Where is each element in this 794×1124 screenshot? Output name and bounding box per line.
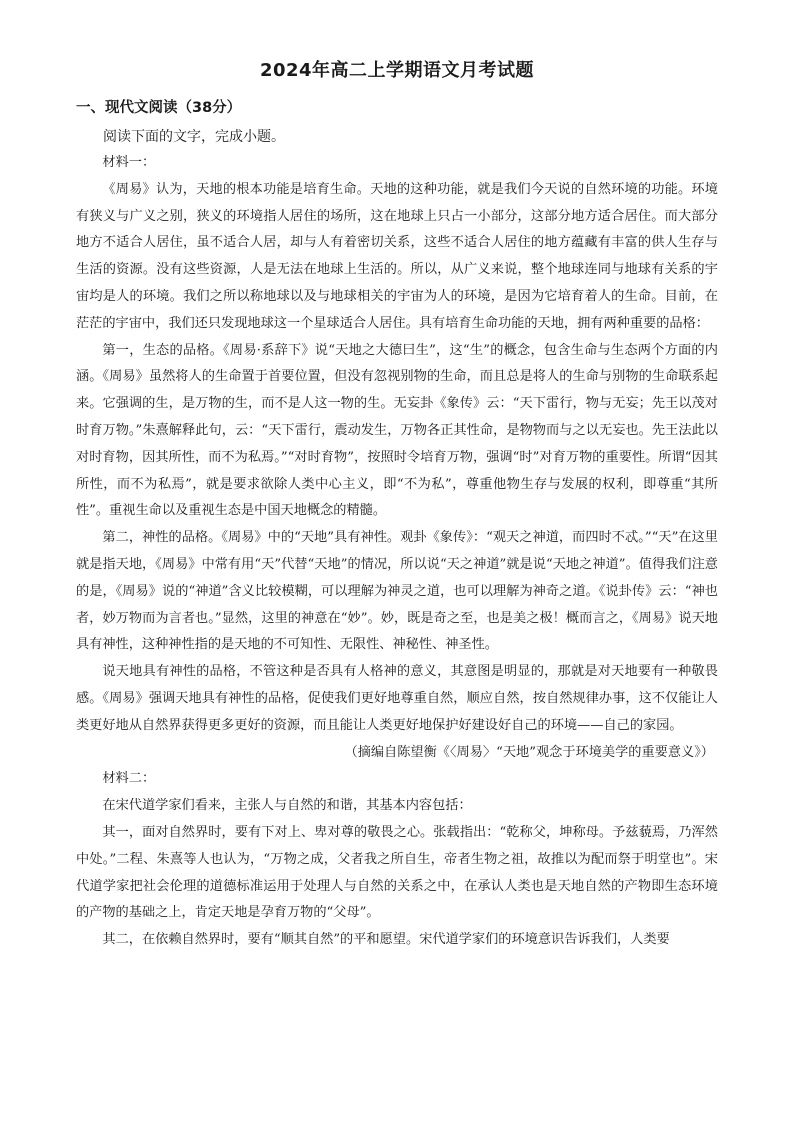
section-heading: 一、现代文阅读（38分） (76, 100, 242, 116)
material1-paragraph: 《周易》认为，天地的根本功能是培育生命。天地的这种功能，就是我们今天说的自然环境的功能。环境有狭义与广义之别，狭义的环境指人居住的场所，这在地球上只占一小部分，这部分地方适合居住。而大部分地方不适合人居住，虽不适合人居，却与人有着密切关系，这些不适合人居住的地方蕴藏有丰富的供人生存与生活的资源。没有这些资源，人是无法在地球上生活的。所以，从广义来说，整个地球连同与地球有关系的宇宙均是人的环境。我们之所以称地球以及与地球相关的宇宙为人的环境，是因为它培育着人的生命。目前，在茫茫的宇宙中，我们还只发现地球这一个星球适合人居住。具有培育生命功能的天地，拥有两种重要的品格： (76, 181, 718, 331)
material1-paragraph: 第一，生态的品格。《周易·系辞下》说“天地之大德曰生”，这“生”的概念，包含生命与生态两个方面的内涵。《周易》虽然将人的生命置于首要位置，但没有忽视别物的生命，而且总是将人的生命与别物的生命联系起来。它强调的生，是万物的生，而不是人这一物的生。无妄卦《象传》云：“天下雷行，物与无妄；先王以茂对时育万物。”朱熹解释此句，云：“天下雷行，震动发生，万物各正其性命，是物物而与之以无妄也。先王法此以对时育物，因其所性，而不为私焉。”“对时育物”，按照时令培育万物，强调“时”对育万物的重要性。所谓“因其所性，而不为私焉”，就是要求欲除人类中心主义，即“不为私”，尊重他物生存与发展的权利，即尊重“其所性”。重视生命以及重视生态是中国天地概念的精髓。 (76, 342, 718, 519)
material2-paragraph: 其二，在依赖自然界时，要有“顺其自然”的平和愿望。宋代道学家们的环境意识告诉我们，人类要 (102, 932, 670, 948)
material2-label: 材料二： (102, 771, 156, 787)
material1-paragraph: 第二，神性的品格。《周易》中的“天地”具有神性。观卦《象传》：“观天之神道，而四时不忒。”“天”在这里就是指天地，《周易》中常有用“天”代替“天地”的情况，所以说“天之神道”就是说“天地之神道”。值得我们注意的是，《周易》说的“神道”含义比较模糊，可以理解为神灵之道，也可以理解为神奇之道。《说卦传》云：“神也者，妙万物而为言者也。”显然，这里的神意在“妙”。妙，既是奇之至，也是美之极！概而言之，《周易》说天地具有神性，这种神性指的是天地的不可知性、无限性、神秘性、神圣性。 (76, 530, 718, 653)
page-title: 2024年高二上学期语文月考试题 (259, 60, 535, 81)
material2-paragraph: 在宋代道学家们看来，主张人与自然的和谐，其基本内容包括： (102, 798, 472, 814)
material1-label: 材料一： (102, 155, 156, 170)
reading-passage (76, 150, 718, 954)
material1-source: （摘编自陈望衡《〈周易〉“天地”观念于环境美学的重要意义》） (344, 744, 714, 760)
material1-paragraph: 说天地具有神性的品格，不管这种是否具有人格神的意义，其意图是明显的，那就是对天地要有一种敬畏感。《周易》强调天地具有神性的品格，促使我们更好地尊重自然，顺应自然，按自然规律办事，这不仅能让人类更好地从自然界获得更多更好的资源，而且能让人类更好地保护好建设好自己的环境——自己的家园。 (76, 664, 718, 733)
material2-paragraph: 其一，面对自然界时，要有下对上、卑对尊的敬畏之心。张载指出：“乾称父，坤称母。予兹藐焉，乃浑然中处。”二程、朱熹等人也认为，“万物之成，父者我之所自生，帝者生物之祖，故推以为配而祭于明堂也”。宋代道学家把社会伦理的道德标准运用于处理人与自然的关系之中，在承认人类也是天地自然的产物即生态环境的产物的基础之上，肯定天地是孕育万物的“父母”。 (76, 824, 718, 921)
instruction-text: 阅读下面的文字，完成小题。 (103, 129, 285, 145)
